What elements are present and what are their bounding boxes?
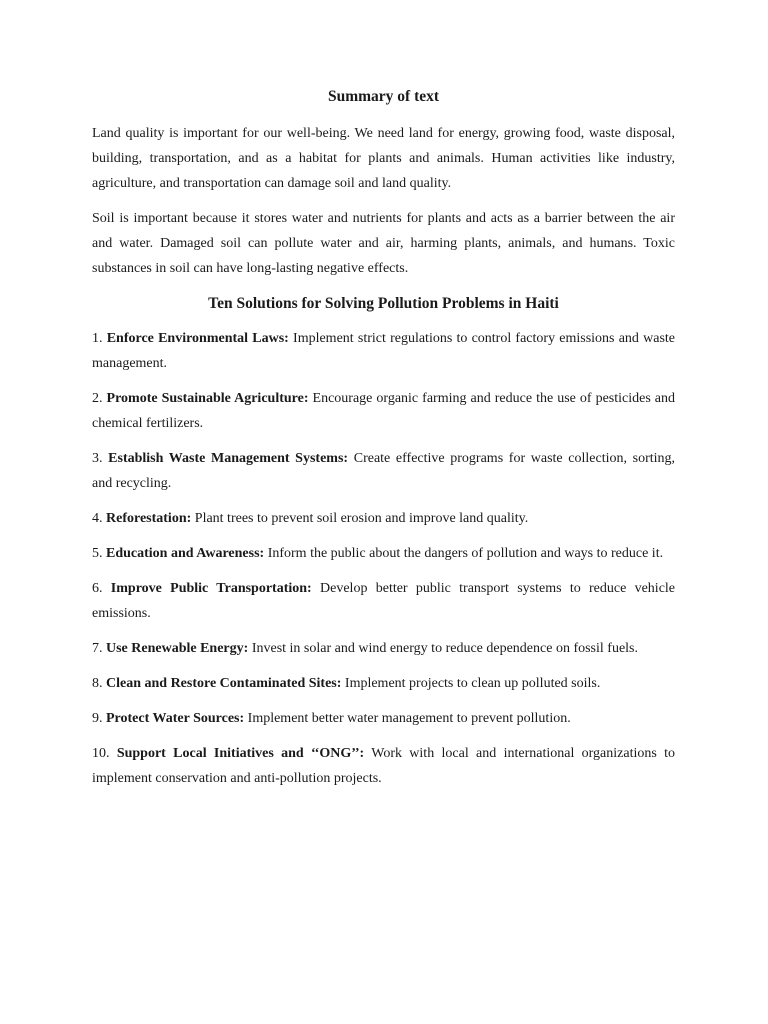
summary-title: Summary of text: [327, 88, 440, 105]
solution-number: 3.: [92, 451, 103, 466]
summary-paragraph: Land quality is important for our well-being. We need land for energy, growing food, waste disposal, building, transportation, and as a habitat for plants and animals. Human activities like industry, agriculture, and transportation can damage soil and land quality.: [92, 126, 675, 191]
solution-number: 9.: [92, 711, 103, 726]
solution-number: 1.: [92, 331, 103, 346]
solution-item: [92, 446, 675, 496]
solution-heading: Support Local Initiatives and ‘‘ONG’’:: [116, 746, 365, 761]
summary-paragraph: Soil is important because it stores water and nutrients for plants and acts as a barrier between the air and water. Damaged soil can pollute water and air, harming plants, animals, and humans. Toxic substances in soil can have long-lasting negative effects.: [92, 211, 675, 276]
solution-item: [92, 671, 675, 696]
solution-text: Encourage organic farming and reduce the use of pesticides and chemical fertilizers.: [92, 391, 676, 431]
solution-text: Create effective programs for waste collection, sorting, and recycling.: [92, 451, 676, 491]
document-content: [92, 84, 675, 801]
solution-number: 6.: [92, 581, 103, 596]
solution-heading: Enforce Environmental Laws:: [106, 331, 289, 346]
solution-number: 4.: [92, 511, 103, 526]
solution-text: Implement projects to clean up polluted soils.: [344, 676, 601, 691]
solution-text: Plant trees to prevent soil erosion and improve land quality.: [194, 511, 529, 526]
solution-text: Implement better water management to prevent pollution.: [247, 711, 571, 726]
solution-item: [92, 541, 675, 566]
solution-item: [92, 636, 675, 661]
solution-text: Implement strict regulations to control factory emissions and waste management.: [92, 331, 675, 371]
solutions-title: Ten Solutions for Solving Pollution Problems in Haiti: [208, 295, 559, 312]
solution-heading: Promote Sustainable Agriculture:: [106, 391, 309, 406]
solution-heading: Education and Awareness:: [106, 546, 265, 561]
solution-heading: Reforestation:: [106, 511, 192, 526]
solution-heading: Improve Public Transportation:: [110, 581, 312, 596]
solution-heading: Clean and Restore Contaminated Sites:: [106, 676, 342, 691]
solution-heading: Use Renewable Energy:: [106, 641, 249, 656]
solution-item: [92, 706, 675, 731]
solution-number: 10.: [92, 746, 110, 761]
solutions-list: [92, 326, 675, 791]
solution-heading: Establish Waste Management Systems:: [108, 451, 349, 466]
solution-number: 2.: [92, 391, 103, 406]
solution-item: [92, 576, 675, 626]
solution-item: [92, 506, 675, 531]
solution-heading: Protect Water Sources:: [106, 711, 245, 726]
solution-text: Develop better public transport systems to reduce vehicle emissions.: [92, 581, 676, 621]
solution-number: 7.: [92, 641, 103, 656]
solution-text: Work with local and international organizations to implement conservation and anti-pollution projects.: [92, 746, 676, 786]
solution-text: Inform the public about the dangers of pollution and ways to reduce it.: [267, 546, 664, 561]
solution-item: [92, 326, 675, 376]
solution-item: [92, 741, 675, 791]
solution-number: 8.: [92, 676, 103, 691]
solution-item: [92, 386, 675, 436]
solution-text: Invest in solar and wind energy to reduce dependence on fossil fuels.: [251, 641, 638, 656]
solution-number: 5.: [92, 546, 103, 561]
